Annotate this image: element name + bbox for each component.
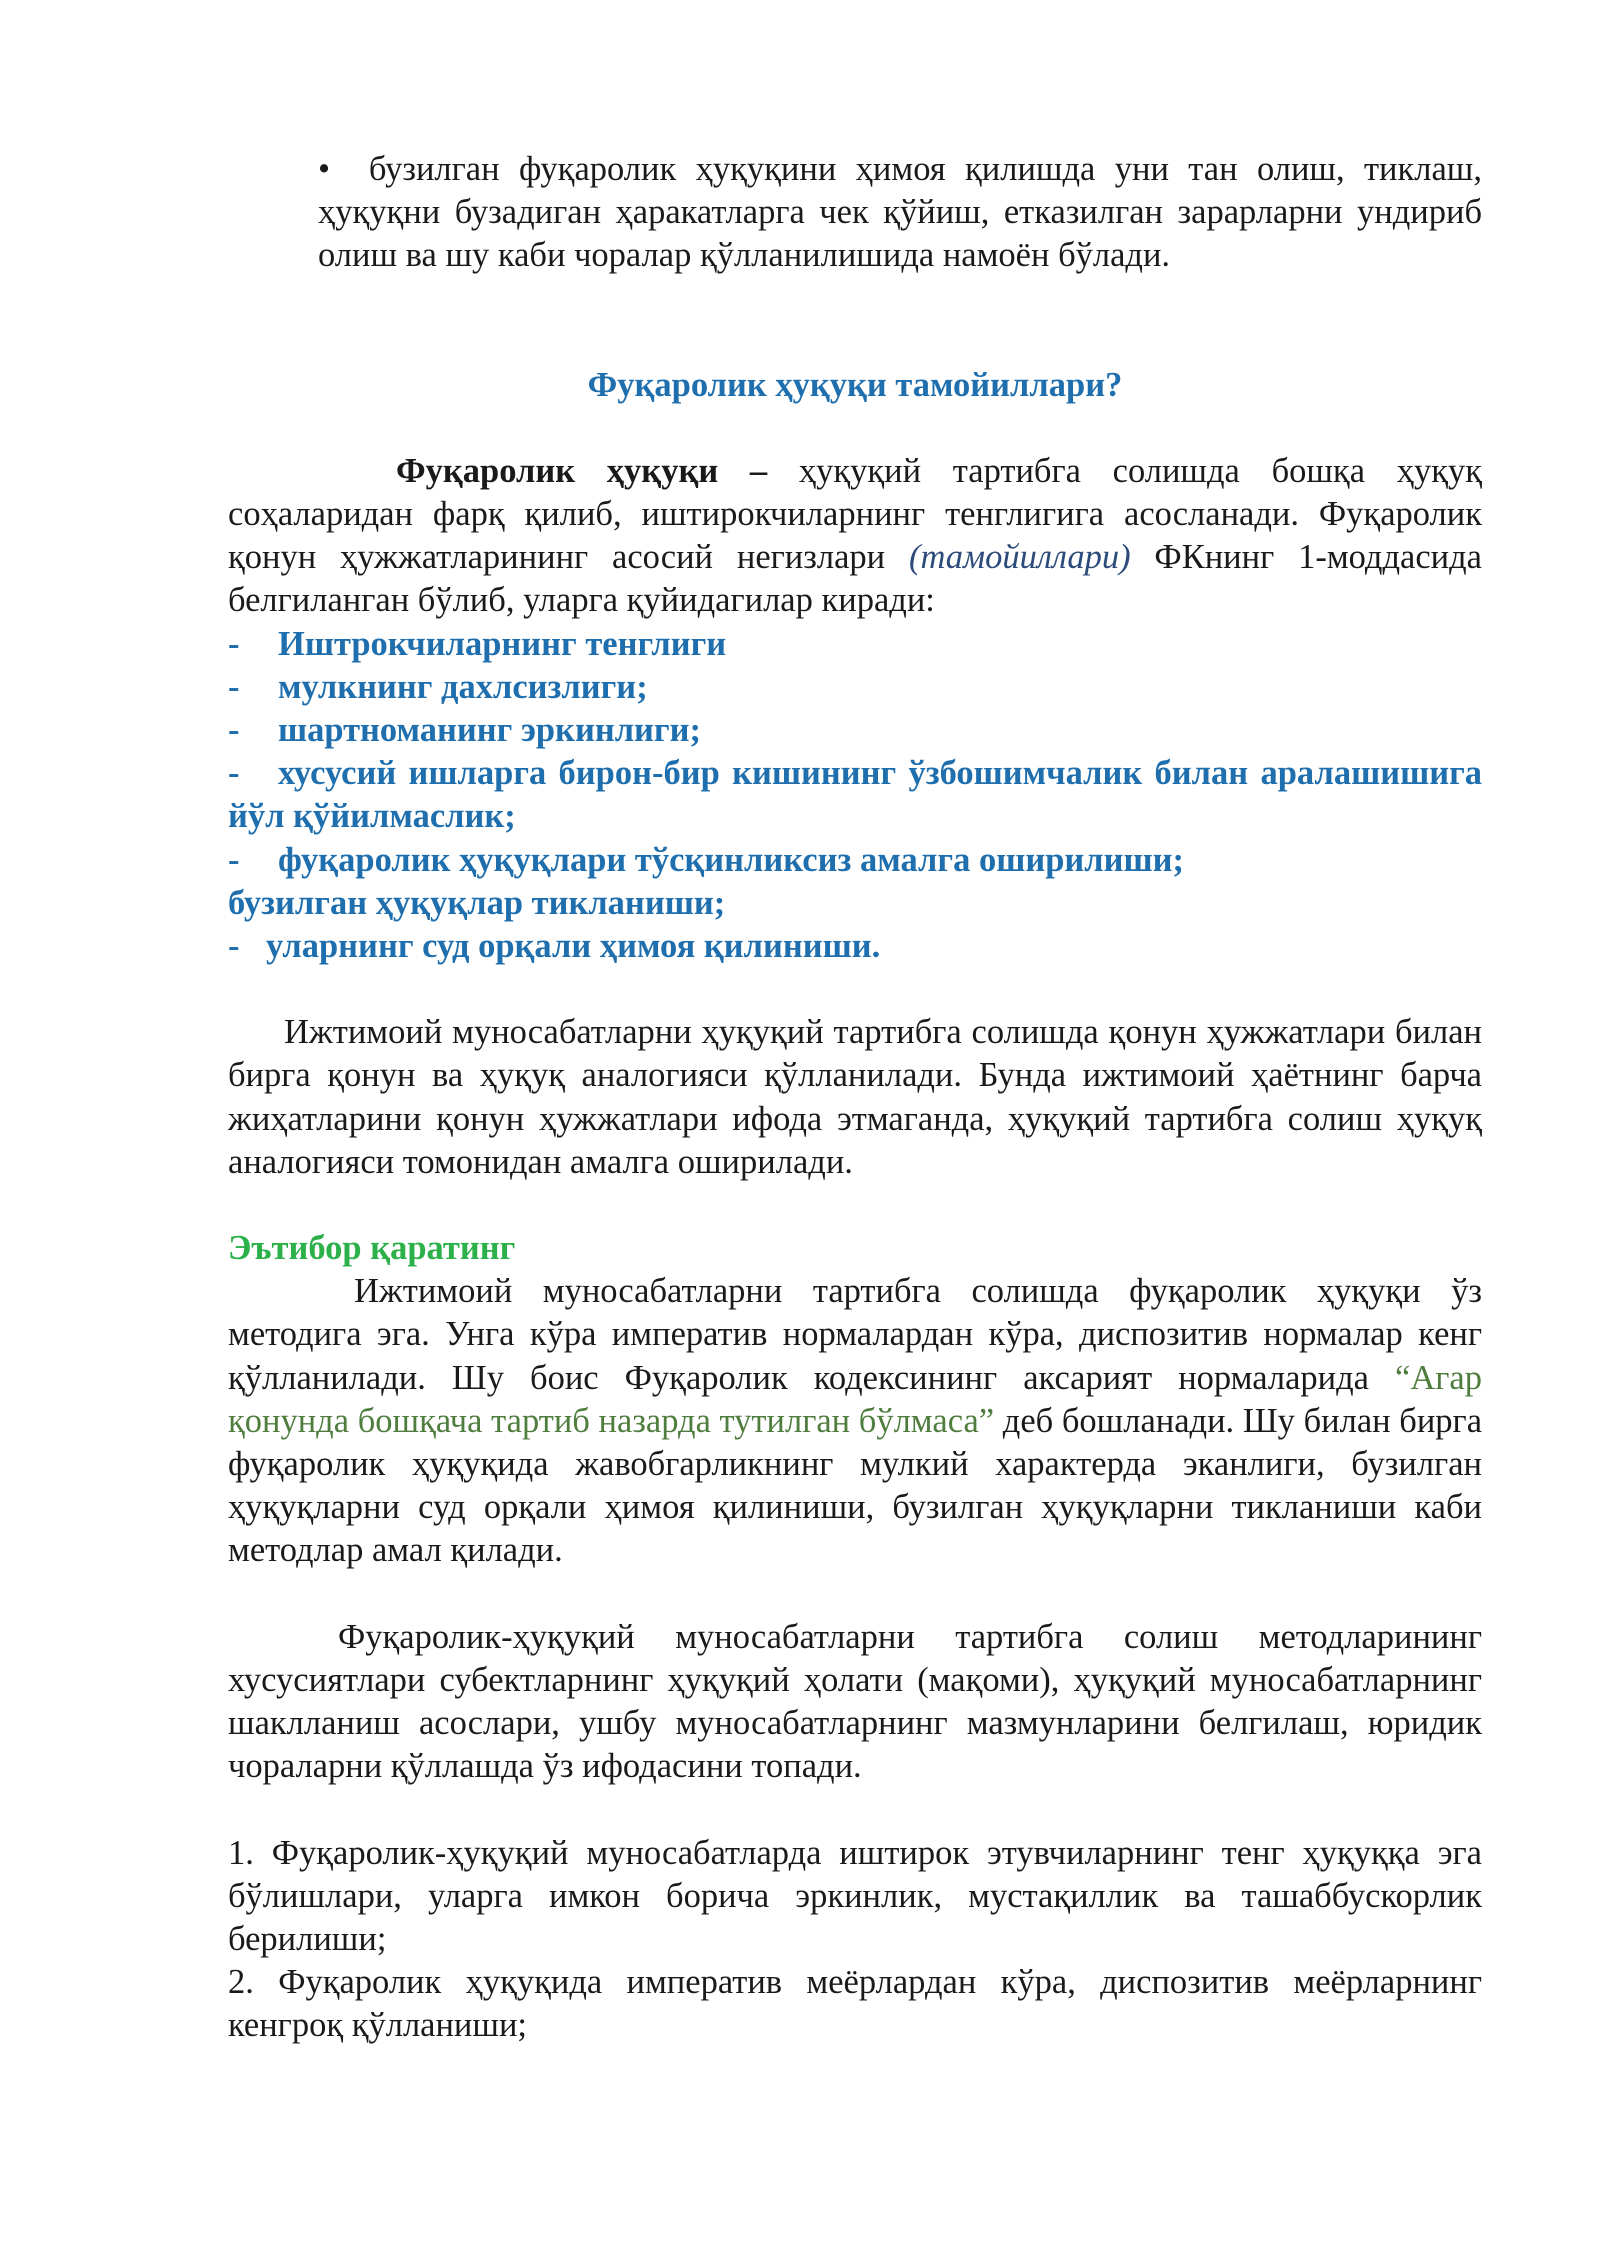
methods-paragraph: Фуқаролик-ҳуқуқий муносабатларни тартибга солиш методларининг хусусиятлари субектларнинг ҳуқуқий ҳолати (мақоми), ҳуқуқий муносабатларнинг шаклланиш асослари, ушбу муносабатларнинг мазмунларини белгилаш, юридик чораларни қўллашда ўз ифодасини топади. [228,1617,1482,1786]
principles-italic: (тамойиллари) [908,538,1131,577]
list-item [228,752,1482,838]
attention-title: Эътибор қаратинг [228,1229,516,1268]
list-dash: - [228,840,240,879]
list-item-text: Иштрокчиларнинг тенглиги [278,624,727,663]
list-item [228,666,1482,709]
analogy-paragraph: Ижтимоий муносабатларни ҳуқуқий тартибга солишда қонун ҳужжатлари билан бирга қонун ва ҳуқуқ аналогияси қўлланилади. Бунда ижтимоий ҳаётнинг барча жиҳатларини қонун ҳужжатлари ифода этмаганда, ҳуқуқий тартибга солиш ҳуқуқ аналогияси томонидан амалга оширилади. [228,1013,1482,1181]
list-dash: - [228,927,240,966]
list-dash: - [228,624,240,663]
list-item [228,882,1482,925]
list-item-text: хусусий ишларга бирон-бир кишининг ўзбошимчалик билан аралашишига йўл қўйилмаслик; [228,754,1482,836]
numbered-item: 2. Фуқаролик ҳуқуқида императив меёрлардан кўра, диспозитив меёрларнинг кенгроқ қўлланиши; [228,1963,1482,2045]
attention-text-a: Ижтимоий муносабатларни тартибга солишда фуқаролик ҳуқуқи ўз методига эга. Унга кўра императив нормалардан кўра, диспозитив нормалар кенг қўлланилади. Шу боис Фуқаролик кодексининг аксарият нормаларида [228,1272,1482,1397]
principles-lead-bold: Фуқаролик ҳуқуқи – [396,451,768,490]
list-dash: - [228,667,240,706]
intro-paragraph [228,148,1482,278]
list-item-text: мулкнинг дахлсизлиги; [278,667,648,706]
list-item [228,623,1482,666]
principles-lead-text: ҳуқуқий тартибга солишда бошқа ҳуқуқ соҳаларидан фарқ қилиб, иштирокчиларнинг тенглигига асосланади. Фуқаролик қонун ҳужжатларининг асосий негизлари [228,451,1482,577]
section-heading: Фуқаролик ҳуқуқи тамойиллари? [587,365,1123,404]
attention-text-b: деб бошланади. Шу билан бирга фуқаролик ҳуқуқида жавобгарликнинг мулкий характерда эканлиги, бузилган ҳуқуқларни суд орқали ҳимоя қилиниши, бузилган ҳуқуқларни тикланиши каби методлар амал қилади. [228,1401,1483,1570]
attention-paragraph [228,1270,1482,1572]
list-item-text: шартноманинг эркинлиги; [278,711,701,750]
numbered-item: 1. Фуқаролик-ҳуқуқий муносабатларда иштирок этувчиларнинг тенг ҳуқуққа эга бўлишлари, уларга имкон борича эркинлик, мустақиллик ва ташаббускорлик берилиши; [228,1833,1482,1958]
list-dash: - [228,754,240,793]
list-item-text: бузилган ҳуқуқлар тикланиши; [228,883,726,922]
list-dash: - [228,711,240,750]
intro-text: бузилган фуқаролик ҳуқуқини ҳимоя қилишда уни тан олиш, тиклаш, ҳуқуқни бузадиган ҳаракатларга чек қўйиш, етказилган зарарларни ундириб олиш ва шу каби чоралар қўлланилишида намоён бўлади. [318,150,1482,275]
list-item-text: уларнинг суд орқали ҳимоя қилиниши. [266,927,881,966]
list-item [228,709,1482,752]
list-item [228,925,1482,968]
list-item [228,839,1482,882]
principles-lead-end: ФКнинг 1-моддасида белгиланган бўлиб, уларга қуйидагилар киради: [228,538,1482,620]
list-item-text: фуқаролик ҳуқуқлари тўсқинликсиз амалга оширилиши; [278,840,1184,879]
bullet-icon: • [318,150,331,188]
document-page [228,148,1482,2048]
attention-quote: “Агар қонунда бошқача тартиб назарда тутилган бўлмаса” [228,1358,1482,1440]
principles-paragraph [228,450,1482,623]
